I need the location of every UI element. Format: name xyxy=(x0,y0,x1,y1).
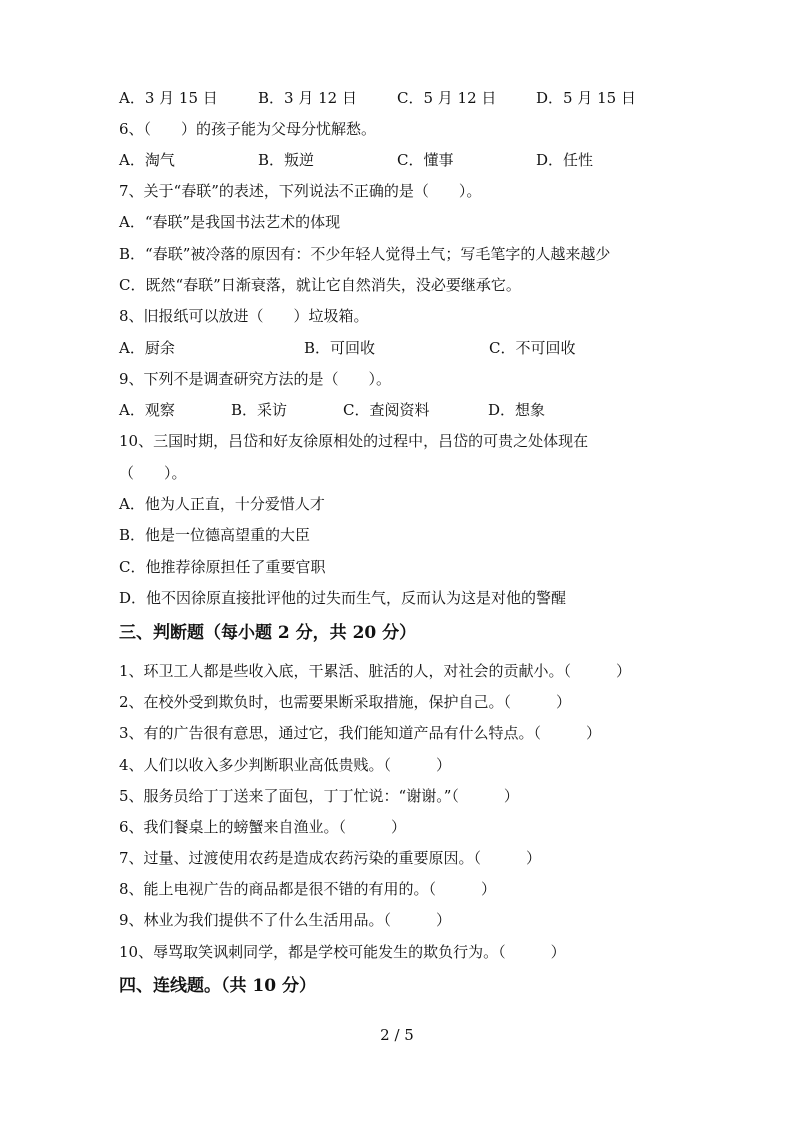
judge-item-8: 8、能上电视广告的商品都是很不错的有用的。（ ） xyxy=(119,880,497,898)
section4-title: 四、连线题。（共 10 分） xyxy=(119,976,316,996)
q7-option-a: A．“春联”是我国书法艺术的体现 xyxy=(119,213,341,231)
q6-stem: 6、（ ）的孩子能为父母分忧解愁。 xyxy=(119,120,377,138)
q5-option-c: C．5 月 12 日 xyxy=(397,89,497,107)
q5-option-b: B．3 月 12 日 xyxy=(258,89,357,107)
q6-option-b: B．叛逆 xyxy=(258,151,315,169)
q9-option-b: B．采访 xyxy=(231,401,288,419)
q6-option-a: A．淘气 xyxy=(119,151,175,169)
q8-option-a: A．厨余 xyxy=(119,339,175,357)
q10-option-c: C．他推荐徐原担任了重要官职 xyxy=(119,558,326,576)
judge-item-6: 6、我们餐桌上的螃蟹来自渔业。（ ） xyxy=(119,818,407,836)
judge-item-1: 1、环卫工人都是些收入底，干累活、脏活的人，对社会的贡献小。（ ） xyxy=(119,662,632,680)
q6-option-d: D．任性 xyxy=(536,151,594,169)
judge-item-3: 3、有的广告很有意思，通过它，我们能知道产品有什么特点。（ ） xyxy=(119,724,602,742)
q9-option-d: D．想象 xyxy=(488,401,546,419)
q6-option-c: C．懂事 xyxy=(397,151,454,169)
judge-item-5: 5、服务员给丁丁送来了面包，丁丁忙说：“谢谢。”（ ） xyxy=(119,787,519,805)
judge-item-2: 2、在校外受到欺负时，也需要果断采取措施，保护自己。（ ） xyxy=(119,693,572,711)
q10-option-b: B．他是一位德高望重的大臣 xyxy=(119,526,311,544)
q10-stem-line1: 10、三国时期，吕岱和好友徐原相处的过程中，吕岱的可贵之处体现在 xyxy=(119,432,589,450)
section3-title: 三、判断题（每小题 2 分，共 20 分） xyxy=(119,623,417,643)
q8-option-b: B．可回收 xyxy=(304,339,376,357)
q5-option-d: D．5 月 15 日 xyxy=(536,89,636,107)
judge-item-10: 10、辱骂取笑讽刺同学，都是学校可能发生的欺负行为。（ ） xyxy=(119,943,566,961)
q7-option-c: C．既然“春联”日渐衰落，就让它自然消失，没必要继承它。 xyxy=(119,276,521,294)
q8-option-c: C．不可回收 xyxy=(489,339,576,357)
q8-stem: 8、旧报纸可以放进（ ）垃圾箱。 xyxy=(119,307,369,325)
q9-option-c: C．查阅资料 xyxy=(343,401,430,419)
q7-option-b: B．“春联”被冷落的原因有：不少年轻人觉得土气；写毛笔字的人越来越少 xyxy=(119,245,611,263)
page-number: 2 / 5 xyxy=(380,1026,414,1044)
judge-item-9: 9、林业为我们提供不了什么生活用品。（ ） xyxy=(119,911,452,929)
judge-item-4: 4、人们以收入多少判断职业高低贵贱。（ ） xyxy=(119,756,452,774)
q9-option-a: A．观察 xyxy=(119,401,175,419)
q10-stem-line2: （ ）。 xyxy=(119,464,187,482)
judge-item-7: 7、过量、过渡使用农药是造成农药污染的重要原因。（ ） xyxy=(119,849,542,867)
q10-option-a: A．他为人正直，十分爱惜人才 xyxy=(119,495,325,513)
q10-option-d: D．他不因徐原直接批评他的过失而生气，反而认为这是对他的警醒 xyxy=(119,589,567,607)
q7-stem: 7、关于“春联”的表述，下列说法不正确的是（ ）。 xyxy=(119,182,482,200)
q9-stem: 9、下列不是调查研究方法的是（ ）。 xyxy=(119,370,392,388)
q5-option-a: A．3 月 15 日 xyxy=(119,89,218,107)
